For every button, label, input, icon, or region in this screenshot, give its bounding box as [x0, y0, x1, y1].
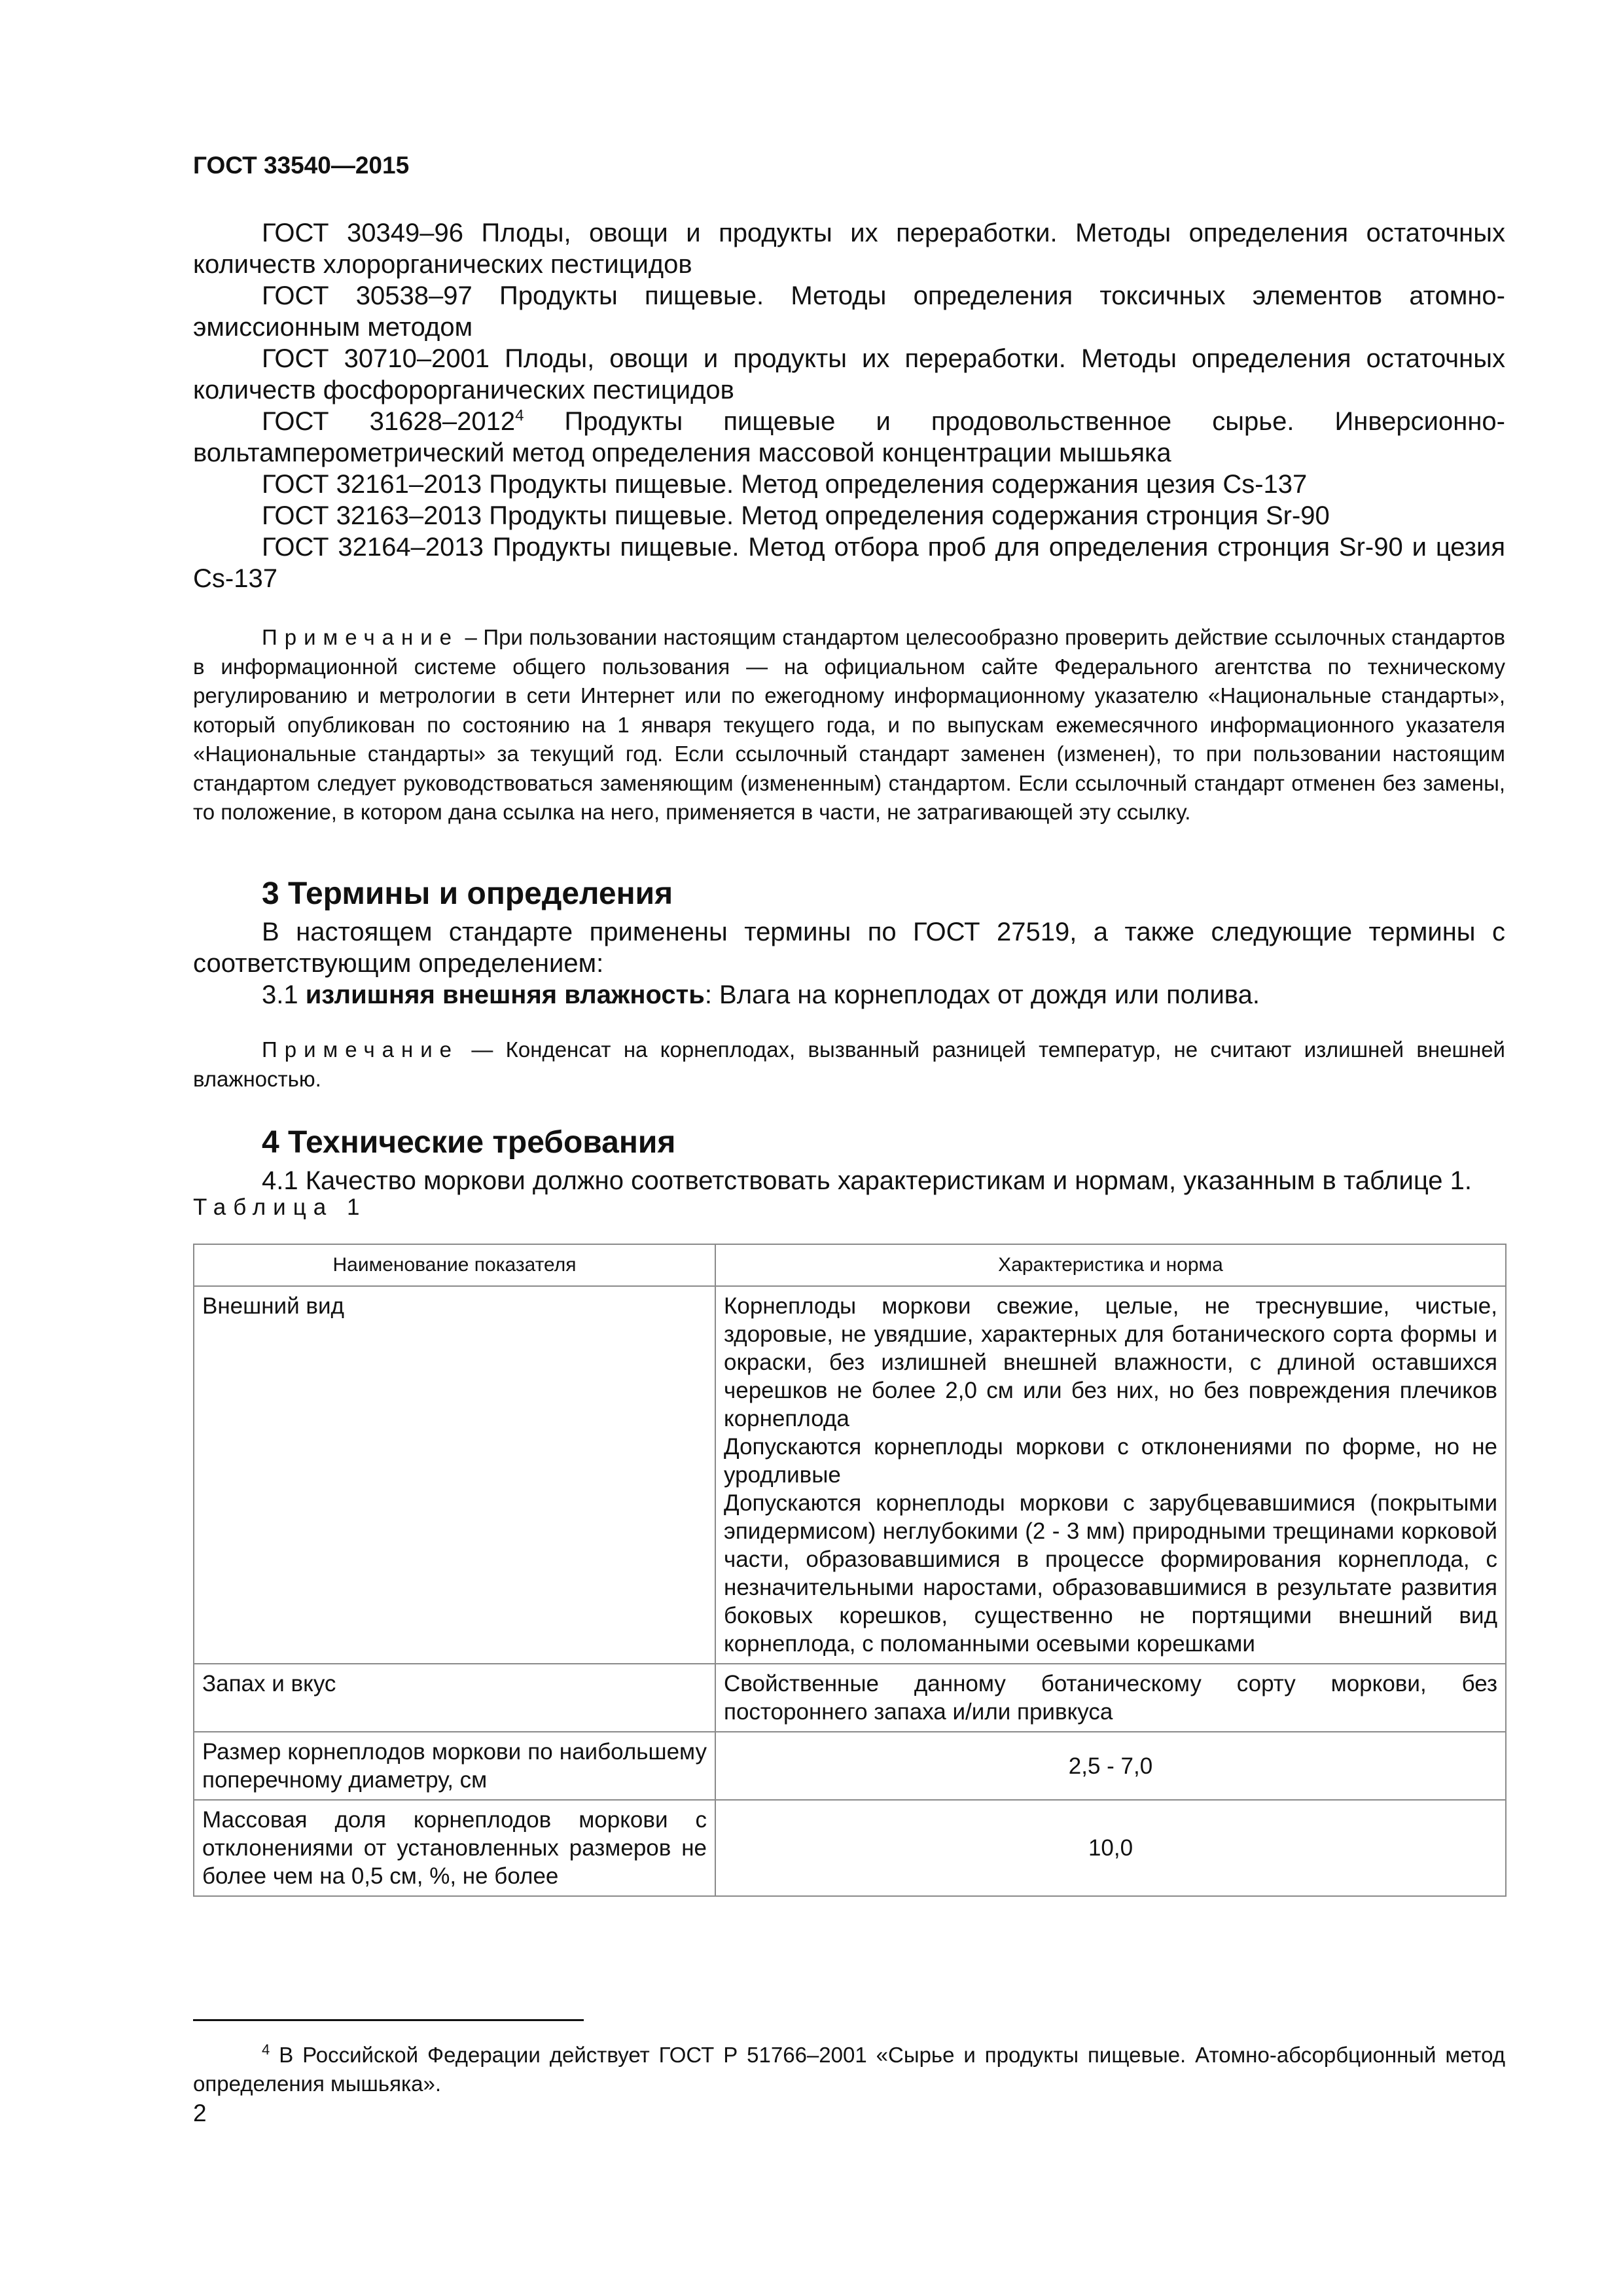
reference-item: ГОСТ 32164–2013 Продукты пищевые. Метод отбора проб для определения стронция Sr-90 и цезия Cs-137: [193, 533, 1505, 593]
note-label: Примечание: [262, 1037, 459, 1062]
table-row: [194, 1732, 1506, 1800]
reference-item: ГОСТ 30538–97 Продукты пищевые. Методы определения токсичных элементов атомно-эмиссионным методом: [193, 281, 1505, 342]
value-line: Допускаются корнеплоды моркови с отклонениями по форме, но не уродливые: [724, 1434, 1497, 1488]
section-paragraph: 4.1 Качество моркови должно соответствовать характеристикам и нормам, указанным в таблице 1.: [262, 1166, 1472, 1195]
reference-text: ГОСТ 31628–2012: [262, 407, 516, 436]
footnote: [193, 2041, 1505, 2098]
table-row: [194, 1286, 1506, 1664]
table-header-row: [194, 1244, 1506, 1286]
document-page: [193, 0, 1505, 2296]
reference-item: ГОСТ 32161–2013 Продукты пищевые. Метод определения содержания цезия Cs-137: [262, 470, 1308, 499]
term-definition: [193, 979, 1505, 1011]
term-text: : Влага на корнеплодах от дождя или полива.: [704, 980, 1260, 1009]
column-header: Наименование показателя: [194, 1244, 715, 1286]
section-heading: 3 Термины и определения: [262, 876, 673, 911]
footnote-separator: [193, 2019, 584, 2021]
indicator-name: Массовая доля корнеплодов моркови с отклонениями от установленных размеров не более чем на 0,5 см, %, не более: [194, 1800, 715, 1896]
table-row: [194, 1664, 1506, 1732]
indicator-name: Внешний вид: [194, 1286, 715, 1664]
indicator-value: 10,0: [715, 1800, 1506, 1896]
section-body: [193, 916, 1505, 1011]
section-intro: В настоящем стандарте применены термины по ГОСТ 27519, а также следующие термины с соответствующим определением:: [193, 918, 1505, 978]
section-heading: 4 Технические требования: [262, 1125, 676, 1160]
references-note: [193, 623, 1505, 827]
table-row: [194, 1800, 1506, 1896]
term-note: [193, 1035, 1505, 1094]
footnote-text: В Российской Федерации действует ГОСТ Р 51766–2001 «Сырье и продукты пищевые. Атомно-абсорбционный метод определения мышьяка».: [193, 2043, 1505, 2096]
table-caption: Таблица 1: [193, 1194, 367, 1220]
requirements-table: [193, 1244, 1507, 1897]
footnote-marker: 4: [515, 406, 524, 425]
section-body: [193, 1165, 1505, 1196]
note-text: – При пользовании настоящим стандартом целесообразно проверить действие ссылочных стандартов в информационной системе общего пользования — на официальном сайте Федерального агентства по техническому регулированию и метрологии в сети Интернет или по ежегодному информационному указателю «Национальные стандарты», который опубликован по состоянию на 1 января текущего года, и по выпускам ежемесячного информационного указателя «Национальные стандарты» за текущий год. Если ссылочный стандарт заменен (изменен), то при пользовании настоящим стандартом следует руководствоваться заменяющим (измененным) стандартом. Если ссылочный стандарт отменен без замены, то положение, в котором дана ссылка на него, применяется в части, не затрагивающей эту ссылку.: [193, 625, 1505, 824]
column-header: Характеристика и норма: [715, 1244, 1506, 1286]
indicator-value: 2,5 - 7,0: [715, 1732, 1506, 1800]
note-text: — Конденсат на корнеплодах, вызванный разницей температур, не считают излишней внешней влажностью.: [193, 1037, 1505, 1091]
indicator-name: Размер корнеплодов моркови по наибольшему поперечному диаметру, см: [194, 1732, 715, 1800]
indicator-value: [715, 1286, 1506, 1664]
normative-references-list: [193, 217, 1505, 594]
value-line: Корнеплоды моркови свежие, целые, не треснувшие, чистые, здоровые, не увядшие, характерных для ботанического сорта формы и окраски, без излишней внешней влажности, с длиной оставшихся черешков не более 2,0 см или без них, но без повреждения плечиков корнеплода: [724, 1293, 1497, 1431]
note-label: Примечание: [262, 625, 459, 649]
reference-text: Продукты пищевые и продовольственное сырье. Инверсионно-вольтамперометрический метод определения массовой концентрации мышьяка: [193, 407, 1505, 467]
page-number: 2: [193, 2100, 207, 2126]
value-line: Допускаются корнеплоды моркови с зарубцевавшимися (покрытыми эпидермисом) неглубокими (2 - 3 мм) природными трещинами корковой части, образовавшимися в процессе формирования корнеплода, с незначительными наростами, образовавшимися в результате развития боковых корешков, существенно не портящими внешний вид корнеплода, с поломанными осевыми корешками: [724, 1490, 1497, 1657]
section-terms: [193, 876, 1505, 1011]
reference-item: [193, 406, 1505, 469]
reference-item: ГОСТ 32163–2013 Продукты пищевые. Метод определения содержания стронция Sr-90: [262, 501, 1330, 530]
section-technical-requirements: [193, 1124, 1505, 1196]
reference-item: ГОСТ 30710–2001 Плоды, овощи и продукты их переработки. Методы определения остаточных количеств фосфорорганических пестицидов: [193, 344, 1505, 404]
term-name: излишняя внешняя влажность: [305, 980, 705, 1009]
term-number: 3.1: [262, 980, 306, 1009]
footnote-mark: 4: [262, 2041, 270, 2058]
document-header: ГОСТ 33540—2015: [193, 152, 410, 179]
reference-item: ГОСТ 30349–96 Плоды, овощи и продукты их переработки. Методы определения остаточных количеств хлорорганических пестицидов: [193, 219, 1505, 279]
indicator-name: Запах и вкус: [194, 1664, 715, 1732]
indicator-value: Свойственные данному ботаническому сорту моркови, без постороннего запаха и/или привкуса: [715, 1664, 1506, 1732]
